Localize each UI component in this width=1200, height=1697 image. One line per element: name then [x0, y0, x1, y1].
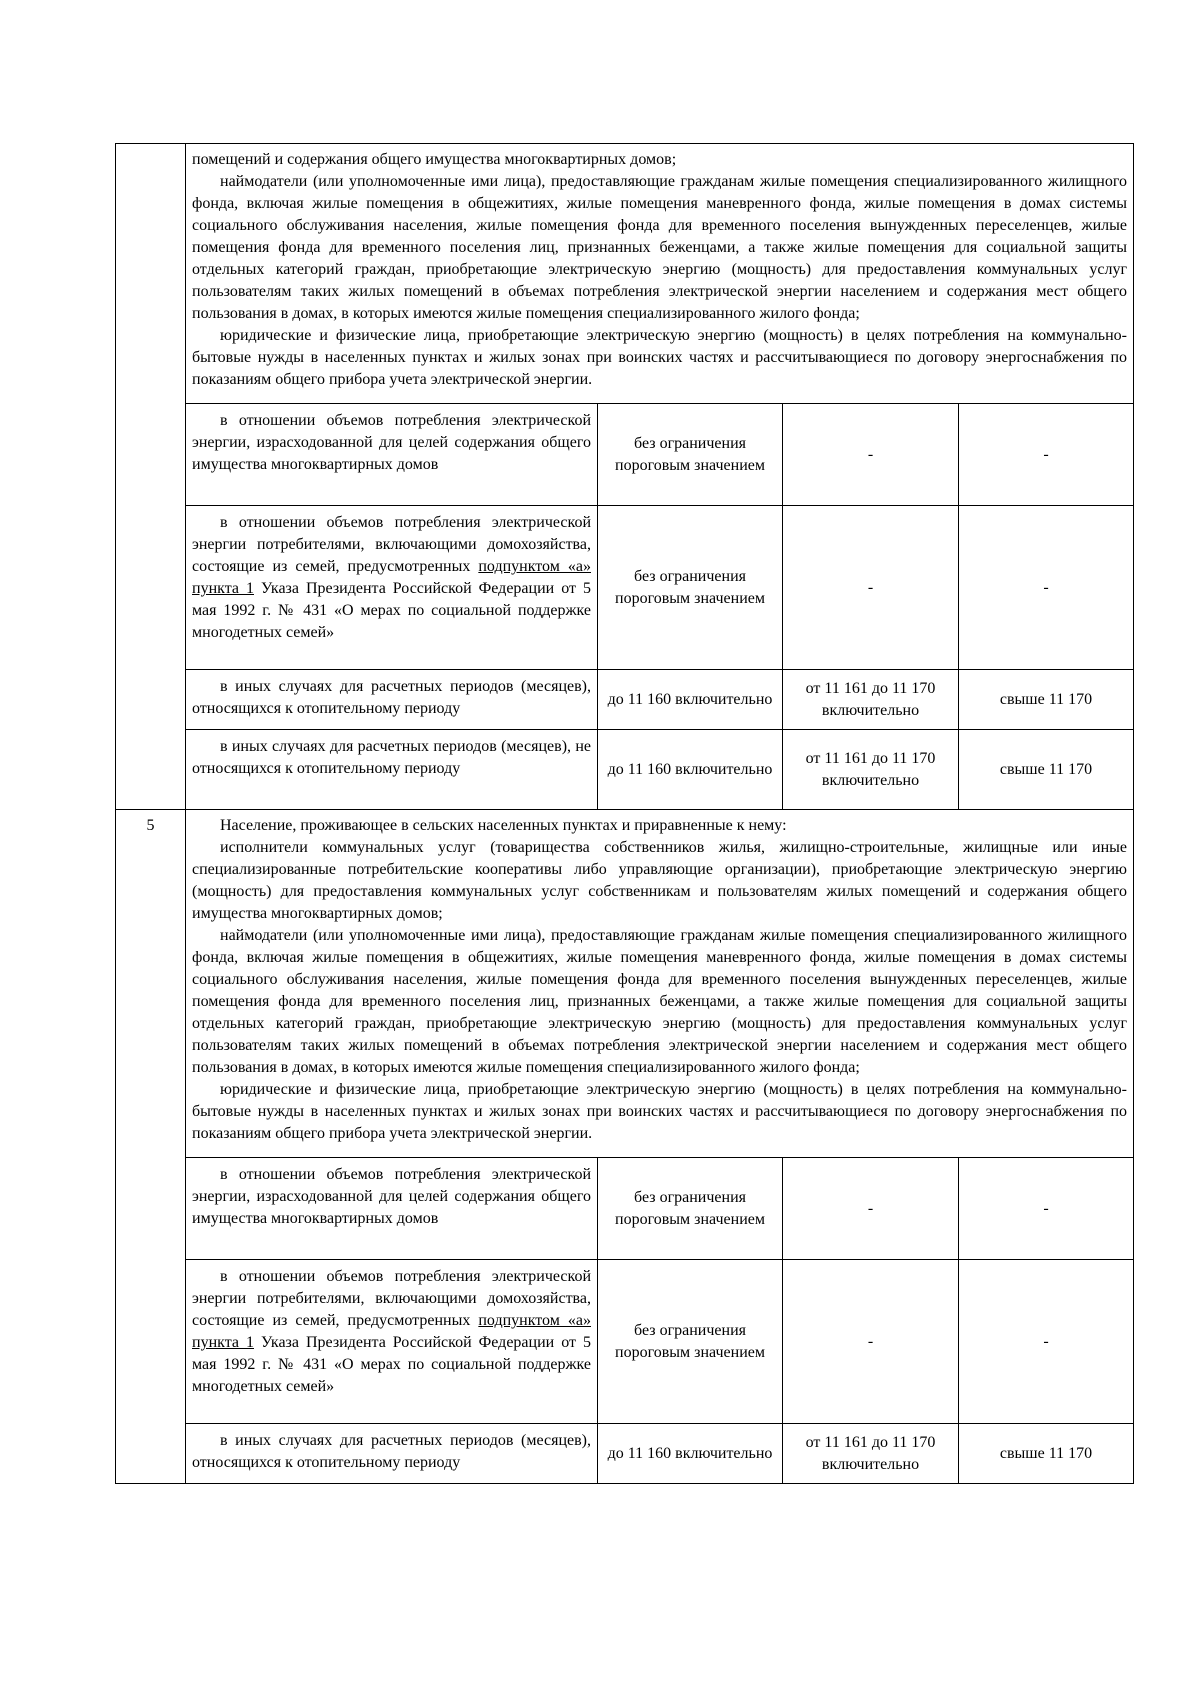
range-mid: от 11 161 до 11 170 включительно [783, 670, 959, 730]
row-number [116, 144, 186, 810]
table-row [116, 404, 1134, 506]
sub-category: в иных случаях для расчетных периодов (месяцев), относящихся к отопительному периоду [186, 670, 598, 730]
paragraph: юридические и физические лица, приобретающие электрическую энергию (мощность) в целях потребления на коммунально-бытовые нужды в населенных пунктах и жилых зонах при воинских частях и рассчитывающиеся по договору энергоснабжения по показаниям общего прибора учета электрической энергии. [192, 327, 1127, 388]
tariff-table [115, 143, 1134, 1484]
range-high: - [959, 404, 1134, 506]
table-row [116, 144, 1134, 404]
table-row [116, 730, 1134, 810]
category-description [186, 810, 1134, 1158]
category-description [186, 144, 1134, 404]
range-low: без ограничения пороговым значением [598, 1260, 783, 1424]
table-row [116, 1260, 1134, 1424]
desc-text: в отношении объемов потребления электрической энергии потребителями, включающими домохозяйства, состоящие из семей, предусмотренных [192, 514, 591, 575]
decree-link[interactable]: подпунктом «а» пункта 1 [192, 558, 591, 597]
paragraph: Население, проживающее в сельских населенных пунктах и приравненные к нему: [220, 817, 787, 834]
range-low: до 11 160 включительно [598, 730, 783, 810]
range-mid: - [783, 1260, 959, 1424]
paragraph: наймодатели (или уполномоченные ими лица), предоставляющие гражданам жилые помещения специализированного жилищного фонда, включая жилые помещения в общежитиях, жилые помещения маневренного фонда, жилые помещения в домах системы социального обслуживания населения, жилые помещения фонда для временного поселения вынужденных переселенцев, жилые помещения фонда для временного поселения лиц, признанных беженцами, а также жилые помещения для социальной защиты отдельных категорий граждан, приобретающие электрическую энергию (мощность) для предоставления коммунальных услуг пользователям таких жилых помещений в объемах потребления электрической энергии населением и содержания мест общего пользования в домах, в которых имеются жилые помещения специализированного жилого фонда; [192, 927, 1127, 1076]
range-mid: от 11 161 до 11 170 включительно [783, 1424, 959, 1484]
range-mid: - [783, 506, 959, 670]
range-low: до 11 160 включительно [598, 670, 783, 730]
range-high: свыше 11 170 [959, 670, 1134, 730]
row-number: 5 [116, 810, 186, 1484]
range-low: до 11 160 включительно [598, 1424, 783, 1484]
sub-category: в отношении объемов потребления электрической энергии, израсходованной для целей содержания общего имущества многоквартирных домов [186, 404, 598, 506]
sub-category: в иных случаях для расчетных периодов (месяцев), относящихся к отопительному периоду [186, 1424, 598, 1484]
decree-link[interactable]: подпунктом «а» пункта 1 [192, 1312, 591, 1351]
range-high: - [959, 506, 1134, 670]
table-row [116, 810, 1134, 1158]
table-row [116, 1158, 1134, 1260]
range-mid: от 11 161 до 11 170 включительно [783, 730, 959, 810]
sub-category [186, 506, 598, 670]
table-row [116, 1424, 1134, 1484]
range-low: без ограничения пороговым значением [598, 506, 783, 670]
desc-text: в отношении объемов потребления электрической энергии потребителями, включающими домохозяйства, состоящие из семей, предусмотренных [192, 1268, 591, 1329]
paragraph: наймодатели (или уполномоченные ими лица), предоставляющие гражданам жилые помещения специализированного жилищного фонда, включая жилые помещения в общежитиях, жилые помещения маневренного фонда, жилые помещения в домах системы социального обслуживания населения, жилые помещения фонда для временного поселения вынужденных переселенцев, жилые помещения фонда для временного поселения лиц, признанных беженцами, а также жилые помещения для социальной защиты отдельных категорий граждан, приобретающие электрическую энергию (мощность) для предоставления коммунальных услуг пользователям таких жилых помещений в объемах потребления электрической энергии населением и содержания мест общего пользования в домах, в которых имеются жилые помещения специализированного жилого фонда; [192, 173, 1127, 322]
desc-text: Указа Президента Российской Федерации от 5 мая 1992 г. № 431 «О мерах по социальной поддержке многодетных семей» [192, 580, 591, 641]
paragraph: помещений и содержания общего имущества многоквартирных домов; [192, 151, 677, 168]
sub-category: в иных случаях для расчетных периодов (месяцев), не относящихся к отопительному периоду [186, 730, 598, 810]
table-row [116, 506, 1134, 670]
sub-category: в отношении объемов потребления электрической энергии, израсходованной для целей содержания общего имущества многоквартирных домов [186, 1158, 598, 1260]
range-high: свыше 11 170 [959, 730, 1134, 810]
range-high: свыше 11 170 [959, 1424, 1134, 1484]
range-low: без ограничения пороговым значением [598, 1158, 783, 1260]
desc-text: Указа Президента Российской Федерации от 5 мая 1992 г. № 431 «О мерах по социальной поддержке многодетных семей» [192, 1334, 591, 1395]
table-row [116, 670, 1134, 730]
sub-category [186, 1260, 598, 1424]
paragraph: юридические и физические лица, приобретающие электрическую энергию (мощность) в целях потребления на коммунально-бытовые нужды в населенных пунктах и жилых зонах при воинских частях и рассчитывающиеся по договору энергоснабжения по показаниям общего прибора учета электрической энергии. [192, 1081, 1127, 1142]
range-mid: - [783, 1158, 959, 1260]
range-low: без ограничения пороговым значением [598, 404, 783, 506]
range-high: - [959, 1260, 1134, 1424]
range-mid: - [783, 404, 959, 506]
paragraph: исполнители коммунальных услуг (товарищества собственников жилья, жилищно-строительные, жилищные или иные специализированные потребительские кооперативы либо управляющие организации), приобретающие электрическую энергию (мощность) для предоставления коммунальных услуг собственникам и пользователям жилых помещений и содержания общего имущества многоквартирных домов; [192, 839, 1127, 922]
range-high: - [959, 1158, 1134, 1260]
